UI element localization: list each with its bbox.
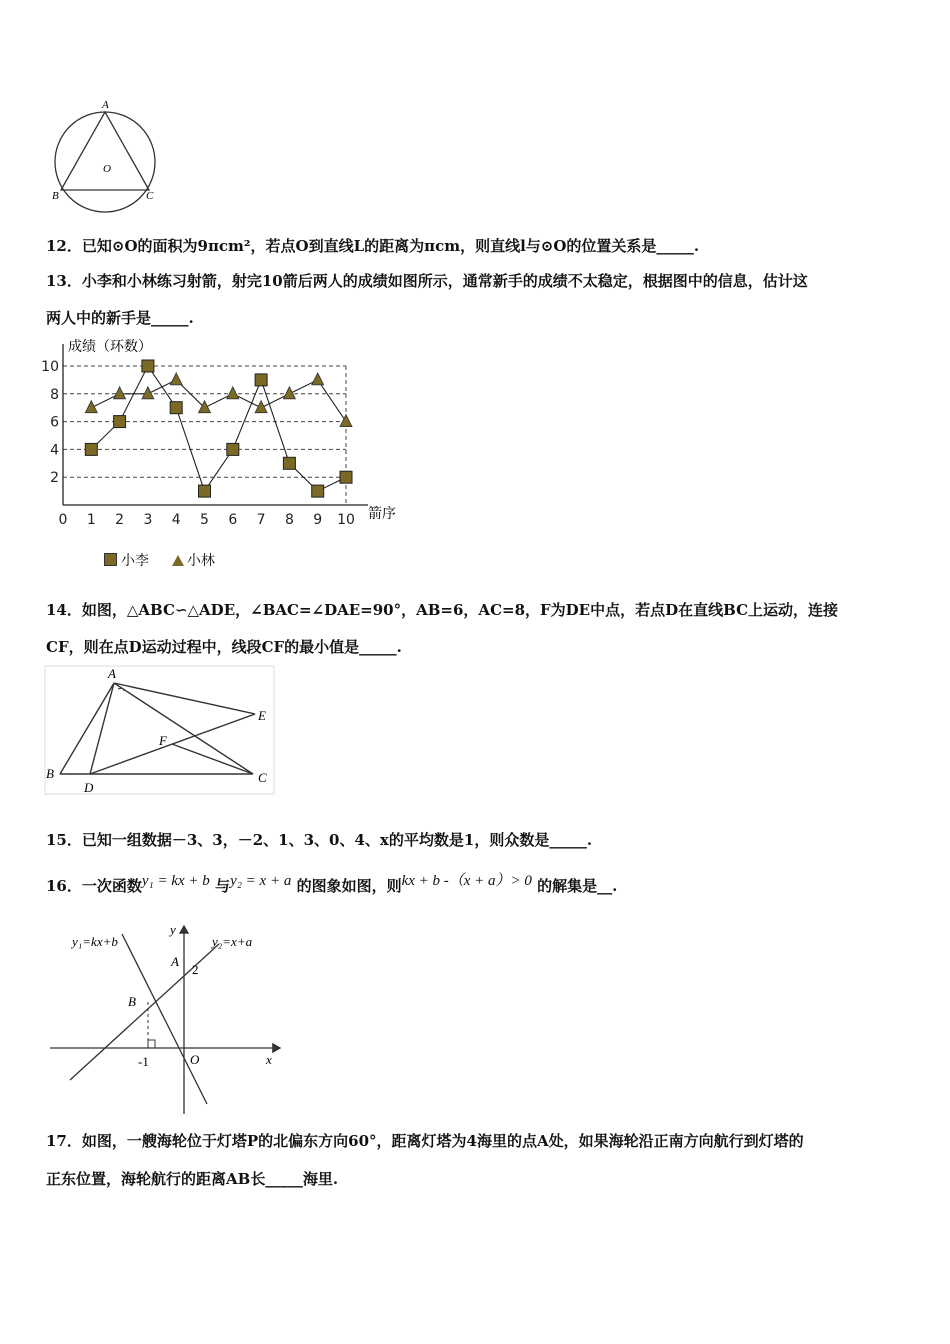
- series-1-point-6: [227, 443, 239, 455]
- y-axis-label: 成绩（环数）: [68, 339, 152, 355]
- x-tick-label-8: 8: [284, 512, 294, 528]
- chart-legend: [104, 550, 215, 570]
- archery-score-chart: [41, 335, 414, 535]
- series-2-point-7: [255, 401, 267, 413]
- series-1-point-2: [114, 416, 126, 428]
- circle-o: [55, 112, 155, 212]
- legend-triangle-marker: [172, 555, 184, 566]
- x-tick-label-3: 3: [143, 512, 153, 528]
- label-o: O: [190, 1052, 200, 1067]
- x-tick-label-7: 7: [256, 512, 266, 528]
- x-tick-label-10: 10: [337, 512, 355, 528]
- x-tick-label-4: 4: [171, 512, 181, 528]
- series-2-point-3: [142, 387, 154, 399]
- label-x: x: [266, 1052, 272, 1067]
- series-2-point-6: [227, 387, 239, 399]
- label-b: B: [128, 994, 136, 1009]
- series-1-point-7: [255, 374, 267, 386]
- series-2-point-5: [199, 401, 211, 413]
- y-tick-label-8: 8: [50, 386, 59, 403]
- label-c: C: [146, 190, 154, 202]
- segment-ab: [60, 683, 114, 774]
- series-2-point-4: [170, 373, 182, 385]
- q16-formula-y2: y₂ = x + a: [230, 873, 292, 889]
- q16-mid: 与: [215, 877, 231, 895]
- segment-cf: [172, 744, 253, 774]
- linear-functions-graph: [44, 918, 294, 1118]
- question-13-line2: 两人中的新手是_____.: [46, 309, 194, 327]
- line-y1: [122, 934, 207, 1104]
- legend-lin: 小林: [186, 553, 215, 569]
- series-2-point-8: [283, 387, 295, 399]
- question-15: 15．已知一组数据－3、3，－2、1、3、0、4、x的平均数是1，则众数是_____.: [46, 831, 593, 849]
- y-tick-label-4: 4: [50, 442, 59, 459]
- question-17-line1: 17．如图，一艘海轮位于灯塔P的北偏东方向60°，距离灯塔为4海里的点A处，如果海轮沿正南方向航行到灯塔的: [46, 1132, 804, 1150]
- triangle-abcde-figure: [44, 665, 276, 797]
- x-tick-label-5: 5: [200, 512, 209, 528]
- segment-ac: [114, 683, 253, 774]
- question-13-line1: 13．小李和小林练习射箭，射完10箭后两人的成绩如图所示，通常新手的成绩不太稳定，根据图中的信息，估计这: [46, 272, 808, 290]
- q16-inequality: kx + b -（x + a）> 0: [401, 873, 532, 889]
- series-2-point-10: [340, 415, 352, 427]
- label-y: y: [170, 922, 176, 937]
- question-14-line1: 14．如图，△ABC∽△ADE，∠BAC=∠DAE=90°，AB=6，AC=8，F为DE中点，若点D在直线BC上运动，连接: [46, 601, 839, 619]
- question-16: [46, 873, 906, 897]
- y-tick-label-6: 6: [50, 414, 59, 431]
- label-y2: y₂=x+a: [212, 934, 253, 949]
- label-o: O: [103, 163, 111, 175]
- segment-ad: [90, 683, 114, 774]
- q16-formula-y1: y₁ = kx + b: [141, 873, 210, 889]
- question-12: 12．已知⊙O的面积为9πcm²，若点O到直线L的距离为πcm，则直线l与⊙O的位置关系是_____.: [46, 237, 700, 255]
- label-two: 2: [192, 962, 199, 977]
- circle-triangle-figure: [44, 96, 174, 216]
- x-tick-label-1: 1: [86, 512, 96, 528]
- legend-square-marker: [104, 553, 117, 566]
- label-b: B: [52, 190, 59, 202]
- series-1-point-3: [142, 360, 154, 372]
- chart-axes: [41, 344, 368, 528]
- label-a: A: [102, 99, 109, 111]
- chart-series: [85, 360, 352, 497]
- legend-li: 小李: [121, 553, 149, 569]
- q16-suffix: 的解集是__.: [537, 877, 618, 895]
- series-1-point-5: [199, 485, 211, 497]
- label-a: A: [108, 666, 116, 681]
- series-1-point-4: [170, 402, 182, 414]
- series-2-point-1: [85, 401, 97, 413]
- label-d: D: [84, 780, 94, 795]
- series-1-point-1: [85, 443, 97, 455]
- question-14-line2: CF，则在点D运动过程中，线段CF的最小值是_____.: [46, 638, 402, 656]
- x-axis-label: 箭序: [368, 506, 396, 522]
- figure-border: [45, 666, 274, 794]
- series-1-point-9: [312, 485, 324, 497]
- label-neg1: -1: [138, 1054, 149, 1069]
- label-f: F: [159, 733, 167, 748]
- triangle-abc: [61, 112, 149, 190]
- x-tick-label-0: 0: [58, 512, 68, 528]
- question-17-line2: 正东位置，海轮航行的距离AB长_____海里.: [46, 1170, 339, 1188]
- series-line-2: [91, 380, 346, 422]
- right-angle-box: [148, 1040, 155, 1048]
- series-1-point-8: [283, 457, 295, 469]
- q16-mid2: 的图象如图，则: [296, 877, 402, 895]
- label-a: A: [171, 954, 179, 969]
- y-tick-label-10: 10: [41, 359, 59, 375]
- series-1-point-10: [340, 471, 352, 483]
- label-b: B: [46, 766, 54, 781]
- y-tick-label-2: 2: [50, 470, 59, 487]
- x-tick-label-6: 6: [228, 512, 238, 528]
- label-y1: y₁=kx+b: [72, 934, 118, 949]
- x-tick-label-9: 9: [313, 512, 323, 528]
- label-e: E: [258, 708, 266, 723]
- label-c: C: [258, 770, 267, 785]
- q16-prefix: 16．一次函数: [46, 877, 142, 895]
- x-tick-label-2: 2: [115, 512, 125, 528]
- series-2-point-9: [312, 373, 324, 385]
- segment-ae: [114, 683, 255, 714]
- series-2-point-2: [114, 387, 126, 399]
